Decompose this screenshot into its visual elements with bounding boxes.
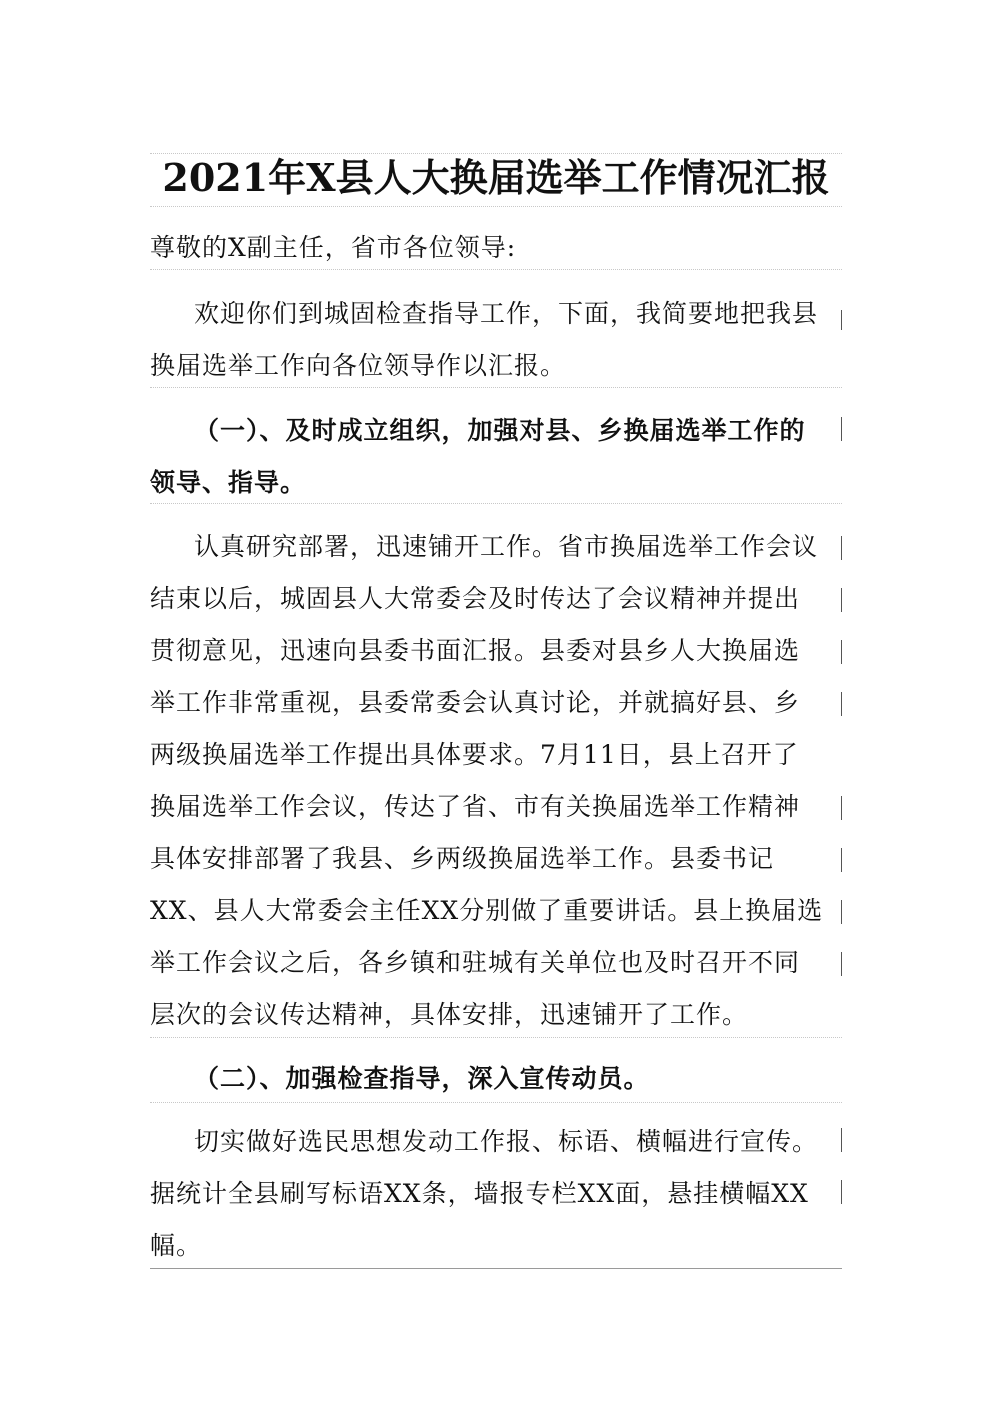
body-line: 层次的会议传达精神，具体安排，迅速铺开了工作。 bbox=[150, 1000, 749, 1029]
paragraph-rule bbox=[150, 503, 842, 504]
line-end-marker bbox=[841, 640, 842, 664]
body-line: 具体安排部署了我县、乡两级换届选举工作。县委书记 bbox=[150, 844, 775, 873]
intro-paragraph bbox=[150, 288, 842, 392]
line-end-marker bbox=[841, 796, 842, 820]
paragraph-rule bbox=[150, 1037, 842, 1038]
line-end-marker bbox=[841, 536, 842, 560]
section2-heading-line: （二）、加强检查指导，深入宣传动员。 bbox=[194, 1064, 650, 1093]
line-end-marker bbox=[841, 848, 842, 872]
section1-body bbox=[150, 521, 842, 1041]
section1-heading-line: 领导、指导。 bbox=[150, 468, 307, 497]
document-title: 2021年X县人大换届选举工作情况汇报 bbox=[162, 155, 830, 200]
line-end-marker bbox=[841, 310, 842, 330]
section1-heading-line: （一）、及时成立组织，加强对县、乡换届选举工作的 bbox=[194, 416, 806, 445]
line-end-marker bbox=[841, 588, 842, 612]
section1-heading bbox=[150, 405, 842, 509]
body-line: 举工作会议之后，各乡镇和驻城有关单位也及时召开不同 bbox=[150, 948, 801, 977]
section2-heading bbox=[150, 1053, 842, 1105]
line-end-marker bbox=[841, 1180, 842, 1204]
line-end-marker bbox=[841, 952, 842, 976]
paragraph-rule bbox=[150, 1102, 842, 1103]
body-line: 贯彻意见，迅速向县委书面汇报。县委对县乡人大换届选 bbox=[150, 636, 801, 665]
intro-line: 换届选举工作向各位领导作以汇报。 bbox=[150, 351, 567, 380]
salutation-line: 尊敬的X副主任，省市各位领导: bbox=[150, 233, 517, 262]
line-end-marker bbox=[841, 1128, 842, 1152]
body-line: 换届选举工作会议，传达了省、市有关换届选举工作精神 bbox=[150, 792, 801, 821]
section2-body bbox=[150, 1116, 842, 1272]
paragraph-rule bbox=[150, 269, 842, 270]
title-bottom-rule bbox=[150, 206, 842, 207]
paragraph-rule bbox=[150, 387, 842, 388]
page-bottom-rule bbox=[150, 1268, 842, 1269]
line-end-marker bbox=[841, 900, 842, 924]
line-end-marker bbox=[841, 692, 842, 716]
body-line: 两级换届选举工作提出具体要求。7月11日，县上召开了 bbox=[150, 740, 799, 769]
line-end-marker bbox=[841, 417, 842, 441]
body-line: 举工作非常重视，县委常委会认真讨论，并就搞好县、乡 bbox=[150, 688, 801, 717]
body-line: 幅。 bbox=[150, 1231, 203, 1260]
body-line: 认真研究部署，迅速铺开工作。省市换届选举工作会议 bbox=[194, 532, 819, 561]
body-line: 结束以后，城固县人大常委会及时传达了会议精神并提出 bbox=[150, 584, 801, 613]
body-line: XX、县人大常委会主任XX分别做了重要讲话。县上换届选 bbox=[150, 896, 824, 925]
salutation-paragraph bbox=[150, 222, 842, 274]
body-line: 切实做好选民思想发动工作报、标语、横幅进行宣传。 bbox=[194, 1127, 819, 1156]
intro-line: 欢迎你们到城固检查指导工作，下面，我简要地把我县 bbox=[194, 299, 819, 328]
body-line: 据统计全县刷写标语XX条，墙报专栏XX面，悬挂横幅XX bbox=[150, 1179, 809, 1208]
